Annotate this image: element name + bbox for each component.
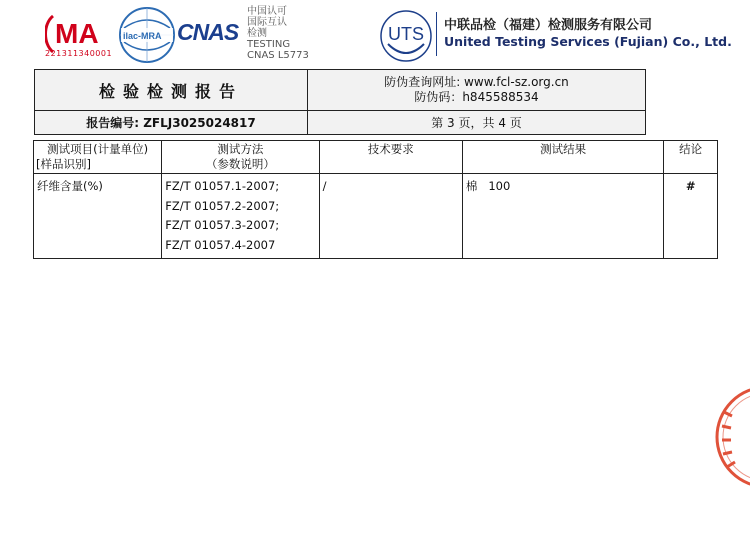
recognition-line: TESTING — [247, 39, 291, 50]
page-info: 第 3 页，共 4 页 — [308, 111, 646, 135]
method-line: FZ/T 01057.3-2007; — [165, 218, 280, 232]
recognition-block — [247, 6, 309, 61]
method-line: FZ/T 01057.4-2007 — [165, 237, 276, 252]
header-requirement: 技术要求 — [319, 141, 462, 174]
method-line: FZ/T 01057.2-2007; — [165, 198, 280, 213]
cell-test-result: 棉 100 — [462, 174, 663, 259]
uts-text: UTS — [388, 24, 424, 44]
method-line: FZ/T 01057.1-2007; — [165, 179, 280, 193]
anti-fake-code: 防伪码：h845588534 — [414, 90, 539, 105]
cma-number: 221311340001 — [45, 49, 113, 58]
recognition-line: CNAS L5773 — [247, 50, 309, 61]
anti-fake-info — [308, 70, 646, 111]
header-line: 测试项目(计量单位) — [47, 142, 149, 156]
cell-test-item: 纤维含量(%) — [34, 174, 162, 259]
results-table — [33, 140, 718, 259]
cnas-logo: CNAS — [177, 19, 239, 45]
cma-text: MA — [55, 18, 99, 49]
organization-name-cn: 中联品检（福建）检测服务有限公司 — [444, 18, 653, 33]
uts-logo-icon — [378, 8, 434, 64]
header-test-method — [162, 141, 319, 174]
table-row — [34, 174, 718, 259]
anti-fake-url: 防伪查询网址: www.fcl-sz.org.cn — [384, 75, 569, 90]
header-line: （参数说明） — [205, 157, 275, 171]
ilac-text: ilac-MRA — [123, 31, 162, 41]
official-seal-icon — [712, 382, 750, 492]
letterhead-divider — [436, 12, 437, 56]
letterhead — [0, 0, 750, 70]
header-line: 测试方法 — [217, 142, 264, 156]
results-header-row — [34, 141, 718, 174]
organization-name-en: United Testing Services (Fujian) Co., Ltd. — [444, 34, 732, 49]
report-header — [34, 69, 646, 135]
cell-test-method — [162, 174, 319, 259]
header-test-item — [34, 141, 162, 174]
header-conclusion: 结论 — [664, 141, 718, 174]
report-title: 检验检测报告 — [35, 70, 308, 111]
recognition-line: 检测 — [247, 28, 267, 39]
ilac-mra-logo-icon — [118, 6, 176, 64]
report-number: 报告编号: ZFLJ3025024817 — [35, 111, 308, 135]
recognition-line: 中国认可 — [247, 6, 287, 17]
header-line: [样品识别] — [36, 157, 91, 171]
recognition-line: 国际互认 — [247, 17, 287, 28]
cell-conclusion: # — [664, 174, 718, 259]
header-test-result: 测试结果 — [462, 141, 663, 174]
cell-requirement: / — [319, 174, 462, 259]
